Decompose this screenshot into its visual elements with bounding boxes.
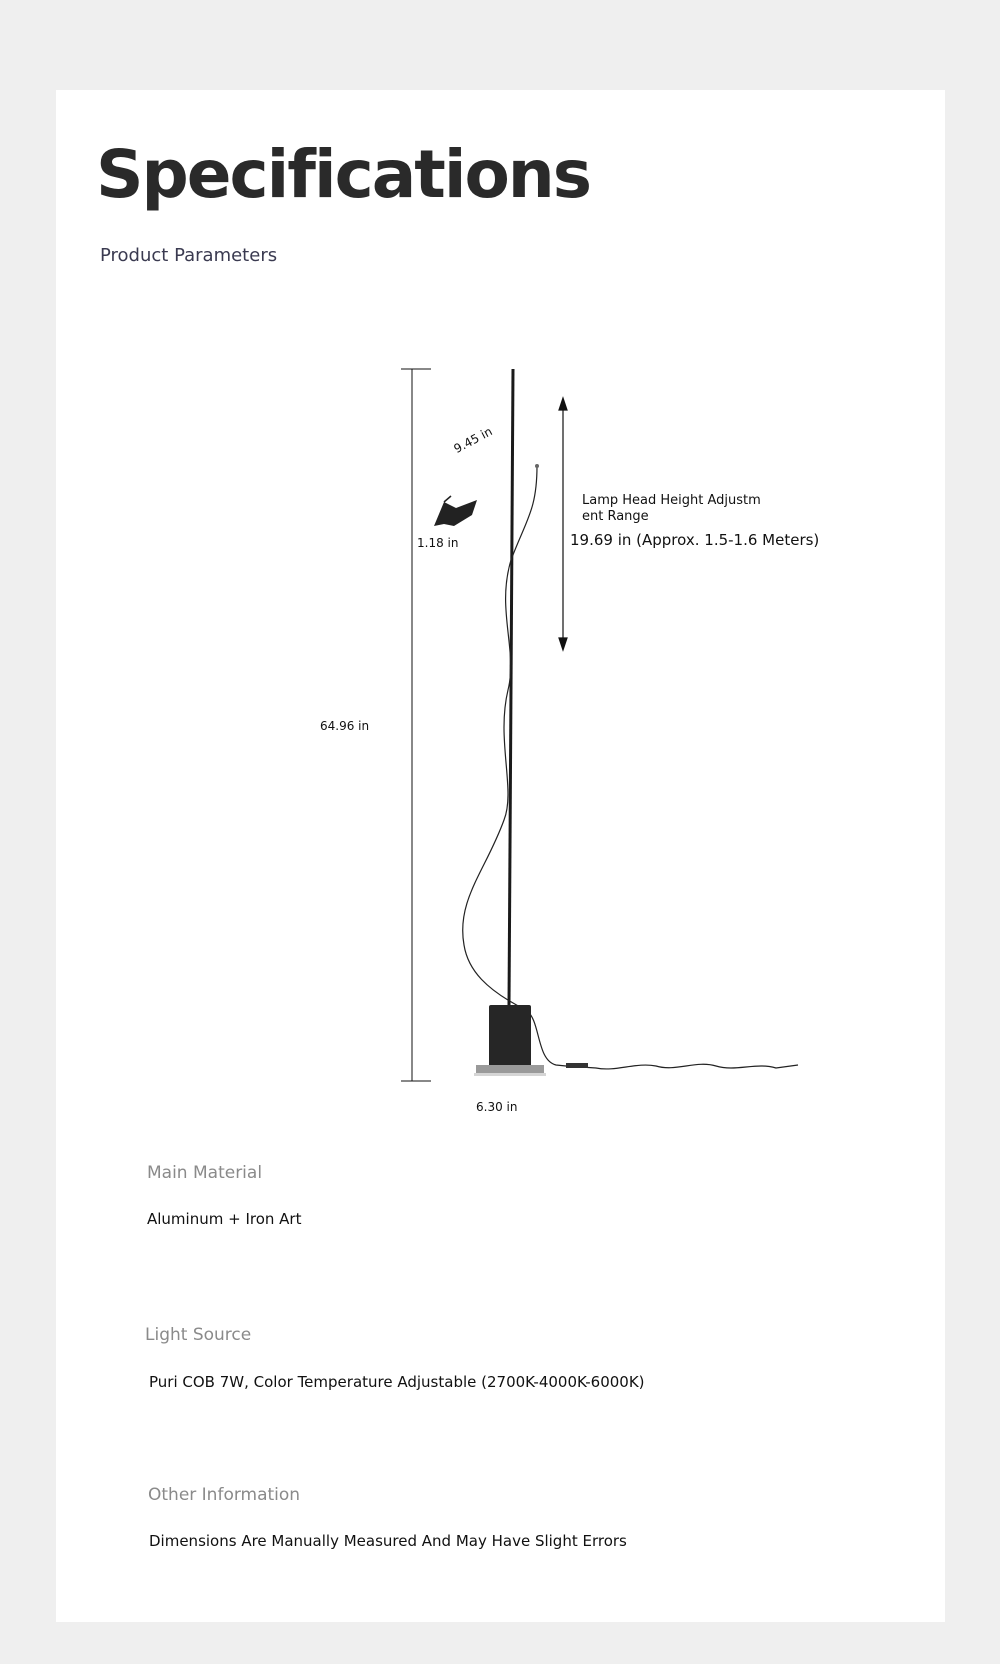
- total-height-dimension-line: [401, 369, 431, 1081]
- spec-label-other: Other Information: [148, 1485, 301, 1505]
- page-subtitle: Product Parameters: [100, 245, 278, 266]
- lamp-cord: [463, 466, 566, 1066]
- lamp-head: [434, 496, 477, 526]
- base-diameter-label: 6.30 in: [476, 1100, 518, 1114]
- spec-value-light-source: Puri COB 7W, Color Temperature Adjustable (2700K-4000K-6000K): [149, 1373, 645, 1391]
- trailing-cord: [566, 1064, 798, 1069]
- spec-label-light-source: Light Source: [145, 1325, 252, 1345]
- spec-value-other: Dimensions Are Manually Measured And May Have Slight Errors: [149, 1532, 627, 1550]
- spec-label-material: Main Material: [147, 1163, 263, 1183]
- adjust-range-label: [582, 493, 761, 525]
- spec-value-material: Aluminum + Iron Art: [147, 1210, 302, 1228]
- lamp-pole: [509, 369, 513, 1005]
- adjust-range-arrow: [559, 398, 567, 650]
- head-height-label: 1.18 in: [417, 536, 459, 550]
- lamp-base: [474, 1005, 546, 1076]
- adjust-range-label-line2: ent Range: [582, 509, 649, 524]
- adjust-range-value: 19.69 in (Approx. 1.5-1.6 Meters): [570, 531, 820, 549]
- page-title: Specifications: [96, 136, 591, 213]
- lamp-dimension-diagram: [56, 90, 945, 1140]
- total-height-label: 64.96 in: [320, 719, 370, 733]
- head-length-label: 9.45 in: [451, 424, 495, 456]
- spec-card: [56, 90, 945, 1622]
- adjust-range-label-line1: Lamp Head Height Adjustm: [582, 493, 761, 508]
